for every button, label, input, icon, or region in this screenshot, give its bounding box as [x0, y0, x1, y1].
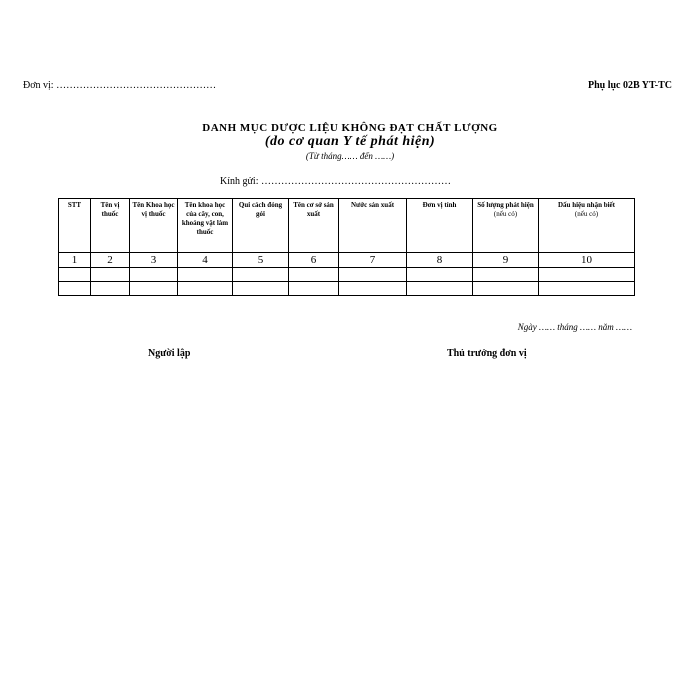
column-number: 7	[339, 253, 407, 268]
column-note: (nếu có)	[574, 210, 599, 218]
table-cell[interactable]	[178, 282, 233, 296]
document-subtitle: (do cơ quan Y tế phát hiện)	[264, 134, 436, 149]
table-row	[59, 282, 635, 296]
table-cell[interactable]	[130, 282, 178, 296]
column-number: 2	[91, 253, 130, 268]
date-line: Ngày …… tháng …… năm ……	[517, 322, 632, 332]
table-cell[interactable]	[233, 282, 289, 296]
column-header: Tên cơ sở sản xuất	[289, 199, 339, 253]
column-note: (nếu có)	[493, 210, 518, 218]
recipient-line: Kính gửi: …………………………………………………	[220, 176, 451, 187]
table-cell[interactable]	[539, 282, 635, 296]
column-number: 10	[539, 253, 635, 268]
table-cell[interactable]	[130, 268, 178, 282]
table-cell[interactable]	[473, 268, 539, 282]
head-of-unit-signature-label: Thủ trưởng đơn vị	[447, 348, 527, 359]
column-number: 6	[289, 253, 339, 268]
table-cell[interactable]	[289, 268, 339, 282]
column-number: 4	[178, 253, 233, 268]
substandard-herbs-table	[58, 198, 635, 296]
column-number: 8	[407, 253, 473, 268]
table-cell[interactable]	[289, 282, 339, 296]
column-header: Nước sản xuất	[339, 199, 407, 253]
table-cell[interactable]	[233, 268, 289, 282]
column-header: Đơn vị tính	[407, 199, 473, 253]
reporting-period: (Từ tháng…… đến ……)	[305, 151, 395, 161]
table-cell[interactable]	[91, 282, 130, 296]
table-cell[interactable]	[59, 268, 91, 282]
column-header: STT	[59, 199, 91, 253]
table-cell[interactable]	[407, 268, 473, 282]
appendix-label: Phụ lục 02B YT-TC	[587, 80, 672, 91]
column-header: Tên Khoa học vị thuốc	[130, 199, 178, 253]
column-header: Dấu hiệu nhận biết (nếu có)	[539, 199, 635, 253]
table-cell[interactable]	[473, 282, 539, 296]
preparer-signature-label: Người lập	[148, 348, 191, 359]
column-header: Qui cách đóng gói	[233, 199, 289, 253]
column-header: Tên khoa học của cây, con, khoáng vật làm thuốc	[178, 199, 233, 253]
table-cell[interactable]	[407, 282, 473, 296]
column-number-row	[59, 253, 635, 268]
unit-line: Đơn vị: …………………………………………	[23, 80, 217, 91]
table-cell[interactable]	[178, 268, 233, 282]
table-cell[interactable]	[59, 282, 91, 296]
document-title: DANH MỤC DƯỢC LIỆU KHÔNG ĐẠT CHẤT LƯỢNG	[202, 122, 498, 134]
table-header-row	[59, 199, 635, 253]
column-number: 9	[473, 253, 539, 268]
table-cell[interactable]	[91, 268, 130, 282]
table-cell[interactable]	[539, 268, 635, 282]
column-number: 5	[233, 253, 289, 268]
column-header: Tên vị thuốc	[91, 199, 130, 253]
column-number: 3	[130, 253, 178, 268]
column-number: 1	[59, 253, 91, 268]
table-cell[interactable]	[339, 268, 407, 282]
table-cell[interactable]	[339, 282, 407, 296]
column-header: Số lượng phát hiện (nếu có)	[473, 199, 539, 253]
table-row	[59, 268, 635, 282]
